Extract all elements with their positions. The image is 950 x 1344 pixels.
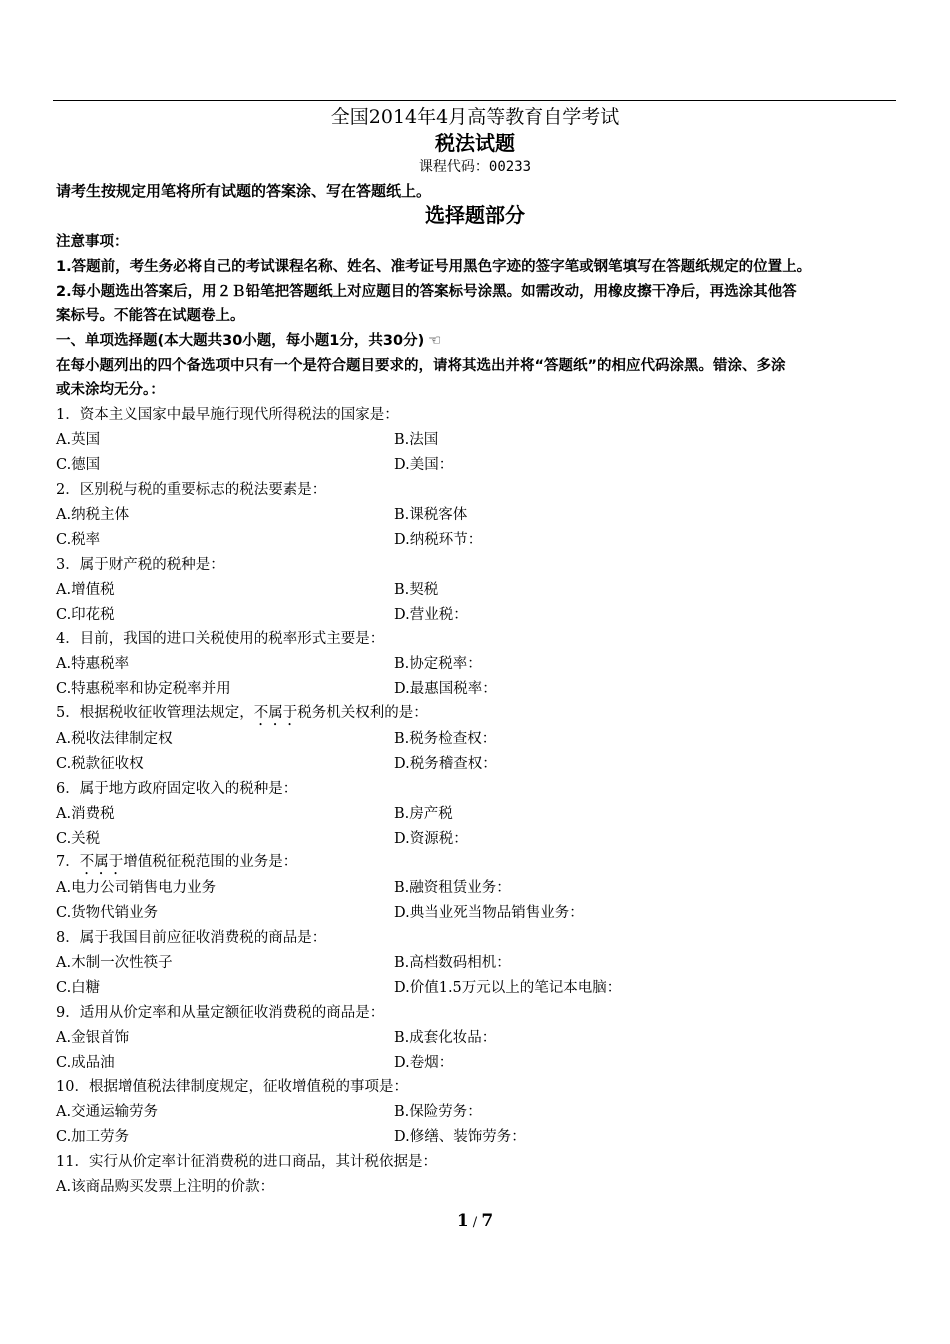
question-5-stem-pre: 5．根据税收征收管理法规定，: [56, 705, 254, 721]
question-10-stem: 10．根据增值税法律制度规定，征收增值税的事项是：: [56, 1079, 408, 1095]
question-4-option-a: A.特惠税率: [56, 656, 130, 672]
question-9-option-d: D.卷烟：: [394, 1055, 454, 1071]
page-number: [0, 1211, 950, 1231]
question-7-stem: [56, 851, 297, 878]
page-total: 7: [481, 1211, 494, 1231]
part1-heading: [56, 330, 441, 352]
question-2-option-b: B.课税客体: [394, 507, 468, 523]
question-1-stem: 1．资本主义国家中最早施行现代所得税法的国家是：: [56, 407, 399, 423]
question-9-option-c: C.成品油: [56, 1055, 115, 1071]
question-10-option-d: D.修缮、装饰劳务：: [394, 1129, 526, 1145]
page-current: 1: [456, 1211, 469, 1231]
question-5-stem: [56, 702, 428, 729]
question-2-stem: 2．区别税与税的重要标志的税法要素是：: [56, 482, 327, 498]
question-1-option-b: B.法国: [394, 432, 439, 448]
question-4-stem: 4．目前，我国的进口关税使用的税率形式主要是：: [56, 631, 385, 647]
note-item-1: 1.答题前，考生务必将自己的考试课程名称、姓名、准考证号用黑色字迹的签字笔或钢笔填写在答题纸规定的位置上。: [56, 259, 812, 275]
question-7-stem-pre: 7．: [56, 854, 80, 870]
question-11-stem: 11．实行从价定率计征消费税的进口商品，其计税依据是：: [56, 1154, 437, 1170]
instruction: 请考生按规定用笔将所有试题的答案涂、写在答题纸上。: [56, 182, 432, 200]
header-rule: [53, 100, 896, 101]
question-1-option-a: A.英国: [56, 432, 101, 448]
question-8-stem: 8．属于我国目前应征收消费税的商品是：: [56, 930, 327, 946]
question-9-option-b: B.成套化妆品：: [394, 1030, 497, 1046]
section-title: 选择题部分: [425, 203, 525, 227]
question-1-option-c: C.德国: [56, 457, 101, 473]
question-5-option-c: C.税款征收权: [56, 756, 144, 772]
course-code: 课程代码：00233: [418, 159, 532, 175]
hand-pointer-icon: ☜: [428, 333, 442, 349]
question-5-option-b: B.税务检查权：: [394, 731, 497, 747]
question-5-option-a: A.税收法律制定权: [56, 731, 173, 747]
part1-heading-text: 一、单项选择题(本大题共30小题，每小题1分，共30分): [56, 333, 425, 349]
question-3-option-b: B.契税: [394, 582, 439, 598]
question-10-option-a: A.交通运输劳务: [56, 1104, 159, 1120]
question-2-option-c: C.税率: [56, 532, 101, 548]
question-3-option-d: D.营业税：: [394, 607, 468, 623]
note-item-2-line-1: 2.每小题选出答案后，用２Ｂ铅笔把答题纸上对应题目的答案标号涂黑。如需改动，用橡皮擦干净后，再选涂其他答: [56, 284, 797, 300]
subject-title: 税法试题: [435, 131, 515, 155]
question-6-option-c: C.关税: [56, 831, 101, 847]
question-9-option-a: A.金银首饰: [56, 1030, 130, 1046]
question-4-option-c: C.特惠税率和协定税率并用: [56, 681, 231, 697]
question-3-option-c: C.印花税: [56, 607, 115, 623]
question-4-option-b: B.协定税率：: [394, 656, 482, 672]
question-7-option-a: A.电力公司销售电力业务: [56, 880, 217, 896]
question-7-stem-post: 增值税征税范围的业务是：: [123, 854, 298, 870]
question-6-option-b: B.房产税: [394, 806, 453, 822]
question-6-stem: 6．属于地方政府固定收入的税种是：: [56, 781, 298, 797]
question-5-stem-post: 税务机关权利的是：: [297, 705, 428, 721]
notes-heading: 注意事项：: [56, 234, 129, 250]
note-item-2-line-2: 案标号。不能答在试题卷上。: [56, 308, 245, 324]
question-7-option-c: C.货物代销业务: [56, 905, 159, 921]
question-10-option-c: C.加工劳务: [56, 1129, 130, 1145]
exam-title: 全国2014年4月高等教育自学考试: [330, 106, 620, 128]
question-1-option-d: D.美国：: [394, 457, 454, 473]
question-8-option-c: C.白糖: [56, 980, 101, 996]
question-9-stem: 9．适用从价定率和从量定额征收消费税的商品是：: [56, 1005, 385, 1021]
part1-desc-line-1: 在每小题列出的四个备选项中只有一个是符合题目要求的，请将其选出并将“答题纸”的相应代码涂黑。错涂、多涂: [56, 358, 786, 374]
page-separator: /: [468, 1215, 482, 1230]
question-2-option-d: D.纳税环节：: [394, 532, 483, 548]
question-5-option-d: D.税务稽查权：: [394, 756, 497, 772]
question-3-stem: 3．属于财产税的税种是：: [56, 557, 225, 573]
question-5-stem-emphasis: 不属于: [253, 705, 298, 721]
question-10-option-b: B.保险劳务：: [394, 1104, 482, 1120]
question-8-option-b: B.高档数码相机：: [394, 955, 511, 971]
question-8-option-a: A.木制一次性筷子: [56, 955, 173, 971]
question-8-option-d: D.价值1.5万元以上的笔记本电脑：: [394, 980, 622, 996]
question-6-option-a: A.消费税: [56, 806, 115, 822]
part1-desc-line-2: 或未涂均无分。：: [56, 382, 165, 398]
question-4-option-d: D.最惠国税率：: [394, 681, 497, 697]
question-2-option-a: A.纳税主体: [56, 507, 130, 523]
question-3-option-a: A.增值税: [56, 582, 115, 598]
question-11-option-a: A.该商品购买发票上注明的价款：: [56, 1179, 275, 1195]
question-6-option-d: D.资源税：: [394, 831, 468, 847]
question-7-option-d: D.典当业死当物品销售业务：: [394, 905, 584, 921]
question-7-stem-emphasis: 不属于: [79, 854, 124, 870]
question-7-option-b: B.融资租赁业务：: [394, 880, 511, 896]
